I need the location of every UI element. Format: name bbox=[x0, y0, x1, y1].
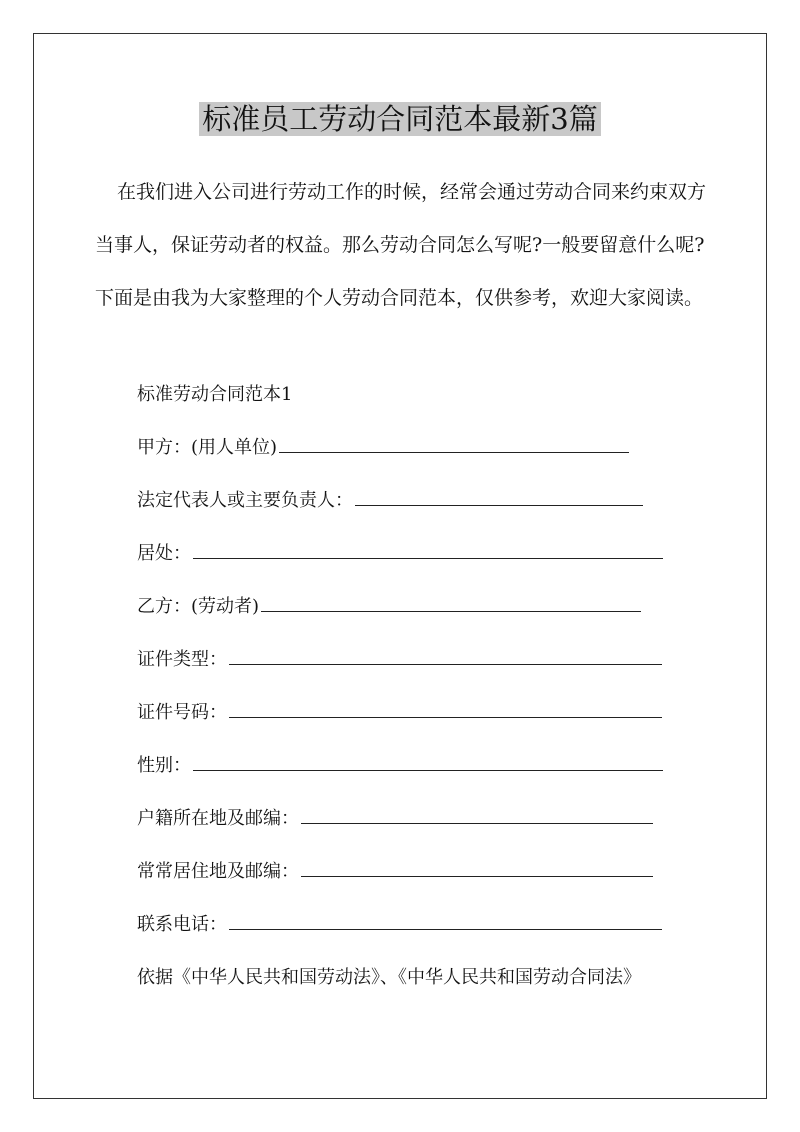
intro-paragraph: 在我们进入公司进行劳动工作的时候，经常会通过劳动合同来约束双方当事人，保证劳动者的权益。那么劳动合同怎么写呢?一般要留意什么呢?下面是由我为大家整理的个人劳动合同范本，仅供参考，欢迎大家阅读。 bbox=[95, 181, 707, 309]
field-employer bbox=[137, 433, 629, 463]
fill-blank bbox=[301, 805, 653, 824]
field-label: 证件号码： bbox=[137, 702, 227, 723]
field-label: 法定代表人或主要负责人： bbox=[137, 490, 353, 511]
document-title bbox=[0, 97, 800, 141]
field-label: 居处： bbox=[137, 543, 191, 564]
field-employee bbox=[137, 592, 641, 622]
document-title-text: 标准员工劳动合同范本最新3篇 bbox=[199, 102, 600, 136]
field-id-number bbox=[137, 698, 662, 728]
fill-blank bbox=[229, 646, 662, 665]
field-gender bbox=[137, 751, 663, 781]
fill-blank bbox=[229, 699, 662, 718]
field-label: 甲方：(用人单位) bbox=[137, 437, 278, 458]
fill-blank bbox=[355, 487, 643, 506]
field-phone bbox=[137, 910, 662, 940]
field-label: 证件类型： bbox=[137, 649, 227, 670]
fill-blank bbox=[193, 540, 663, 559]
field-id-type bbox=[137, 645, 662, 675]
fill-blank bbox=[229, 911, 662, 930]
field-legal-rep bbox=[137, 486, 643, 516]
field-label: 性别： bbox=[137, 755, 191, 776]
fill-blank bbox=[261, 593, 641, 612]
field-usual-residence bbox=[137, 857, 653, 887]
field-label: 常常居住地及邮编： bbox=[137, 861, 299, 882]
fill-blank bbox=[193, 752, 663, 771]
fill-blank bbox=[301, 858, 653, 877]
legal-basis bbox=[137, 963, 641, 993]
section-heading bbox=[137, 380, 292, 410]
legal-basis-text: 依据《中华人民共和国劳动法》、《中华人民共和国劳动合同法》 bbox=[137, 967, 641, 988]
section-heading-text: 标准劳动合同范本1 bbox=[137, 384, 293, 405]
field-label: 户籍所在地及邮编： bbox=[137, 808, 299, 829]
field-household-registration bbox=[137, 804, 653, 834]
field-label: 乙方：(劳动者) bbox=[137, 596, 260, 617]
fill-blank bbox=[279, 434, 629, 453]
field-label: 联系电话： bbox=[137, 914, 227, 935]
field-residence bbox=[137, 539, 663, 569]
